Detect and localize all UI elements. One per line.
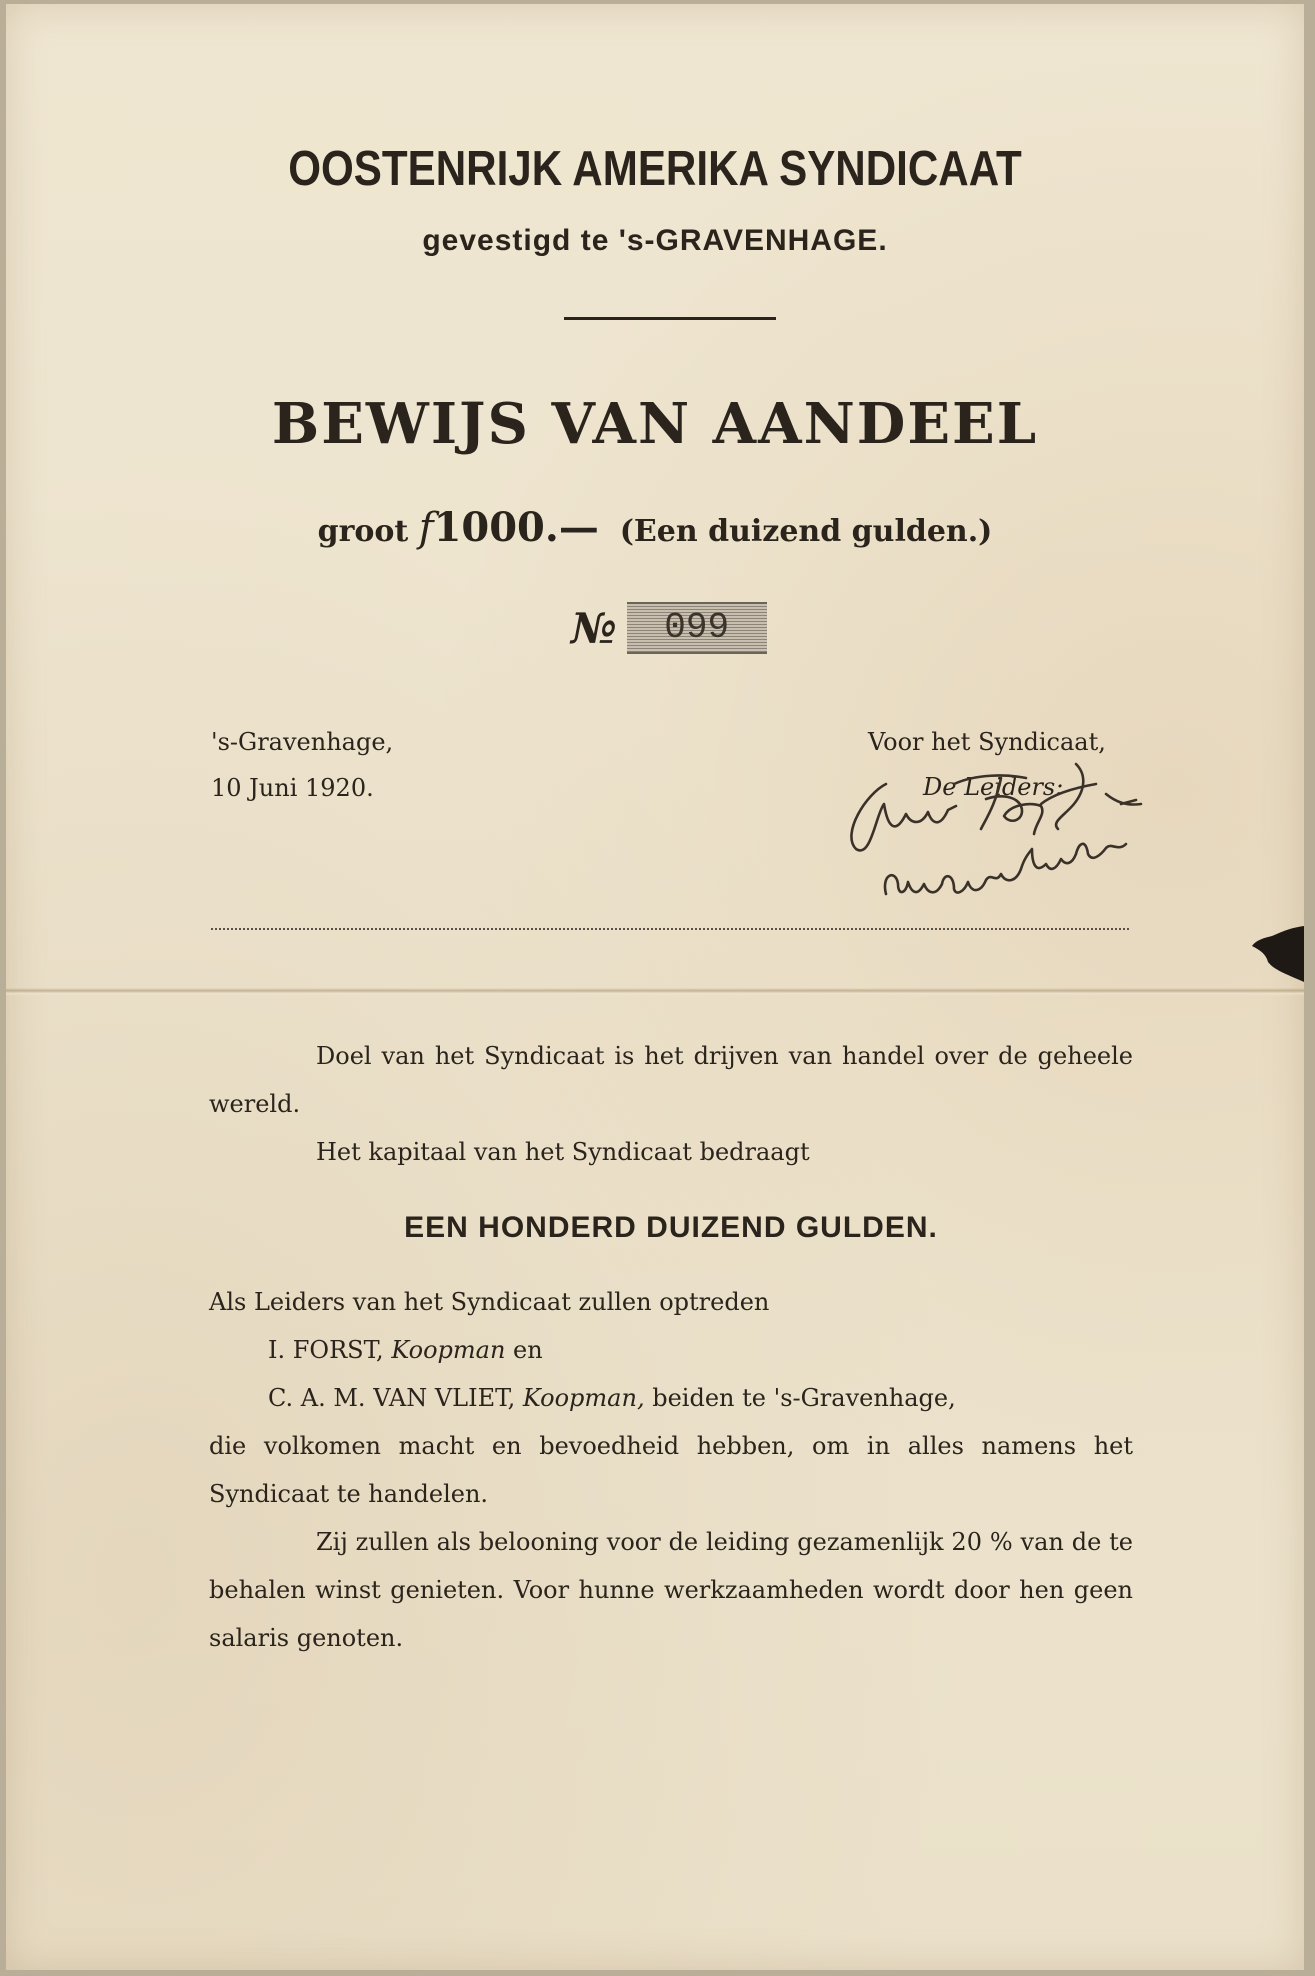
certificate-number <box>571 602 767 654</box>
leader-2-role: Koopman, <box>522 1384 645 1412</box>
share-amount <box>6 504 1304 551</box>
leaders-intro: Als Leiders van het Syndicaat zullen optreden <box>209 1288 770 1316</box>
signature-vanvliet <box>885 800 1136 894</box>
amount-words: (Een duizend gulden.) <box>619 514 993 549</box>
on-behalf-text: Voor het Syndicaat, <box>868 728 1106 756</box>
place-text: 's-Gravenhage, <box>211 728 394 756</box>
header-divider <box>564 317 776 320</box>
certificate-title: BEWIJS VAN AANDEEL <box>271 391 1039 457</box>
leader-1-tail: en <box>513 1336 543 1364</box>
place-date <box>211 719 393 811</box>
number-symbol: № <box>571 603 617 653</box>
capital-intro: Het kapitaal van het Syndicaat bedraagt <box>316 1138 810 1166</box>
currency-symbol: f <box>418 505 434 551</box>
organization-seat: gevestigd te 's-GRAVENHAGE. <box>422 224 888 257</box>
amount-prefix: groot <box>317 514 409 549</box>
amount-value: 1000.— <box>433 504 599 551</box>
certificate-sheet <box>6 4 1304 1970</box>
leader-1 <box>209 1326 1133 1374</box>
purpose-paragraph: Doel van het Syndicaat is het drijven van handel over de geheele wereld. <box>209 1042 1133 1118</box>
date-text: 10 Juni 1920. <box>211 774 374 802</box>
leaders-label: De Leiders: <box>923 773 1064 801</box>
remuneration-paragraph: Zij zullen als belooning voor de leiding gezamenlijk 20 % van de te behalen winst genieten. Voor hunne werkzaamheden wordt door hen geen salaris genoten. <box>209 1528 1133 1652</box>
organization-name: OOSTENRIJK AMERIKA SYNDICAAT <box>288 142 1022 196</box>
leader-2-tail: beiden te 's-Gravenhage, <box>652 1384 956 1412</box>
leader-2 <box>209 1374 1133 1422</box>
handwritten-signatures <box>836 744 1236 924</box>
certificate-body <box>209 1032 1133 1662</box>
leader-1-name: I. FORST, <box>268 1336 384 1364</box>
dotted-divider <box>211 928 1129 930</box>
leader-2-name: C. A. M. VAN VLIET, <box>268 1384 516 1412</box>
leader-1-role: Koopman <box>391 1336 506 1364</box>
capital-amount: EEN HONDERD DUIZEND GULDEN. <box>404 1211 938 1244</box>
paper-fold <box>6 988 1304 996</box>
number-value: 099 <box>627 602 767 654</box>
paper-tear <box>1234 922 1304 986</box>
signature-forst <box>851 764 1141 850</box>
authority-paragraph: die volkomen macht en bevoedheid hebben, om in alles namens het Syndicaat te handelen. <box>209 1432 1133 1508</box>
